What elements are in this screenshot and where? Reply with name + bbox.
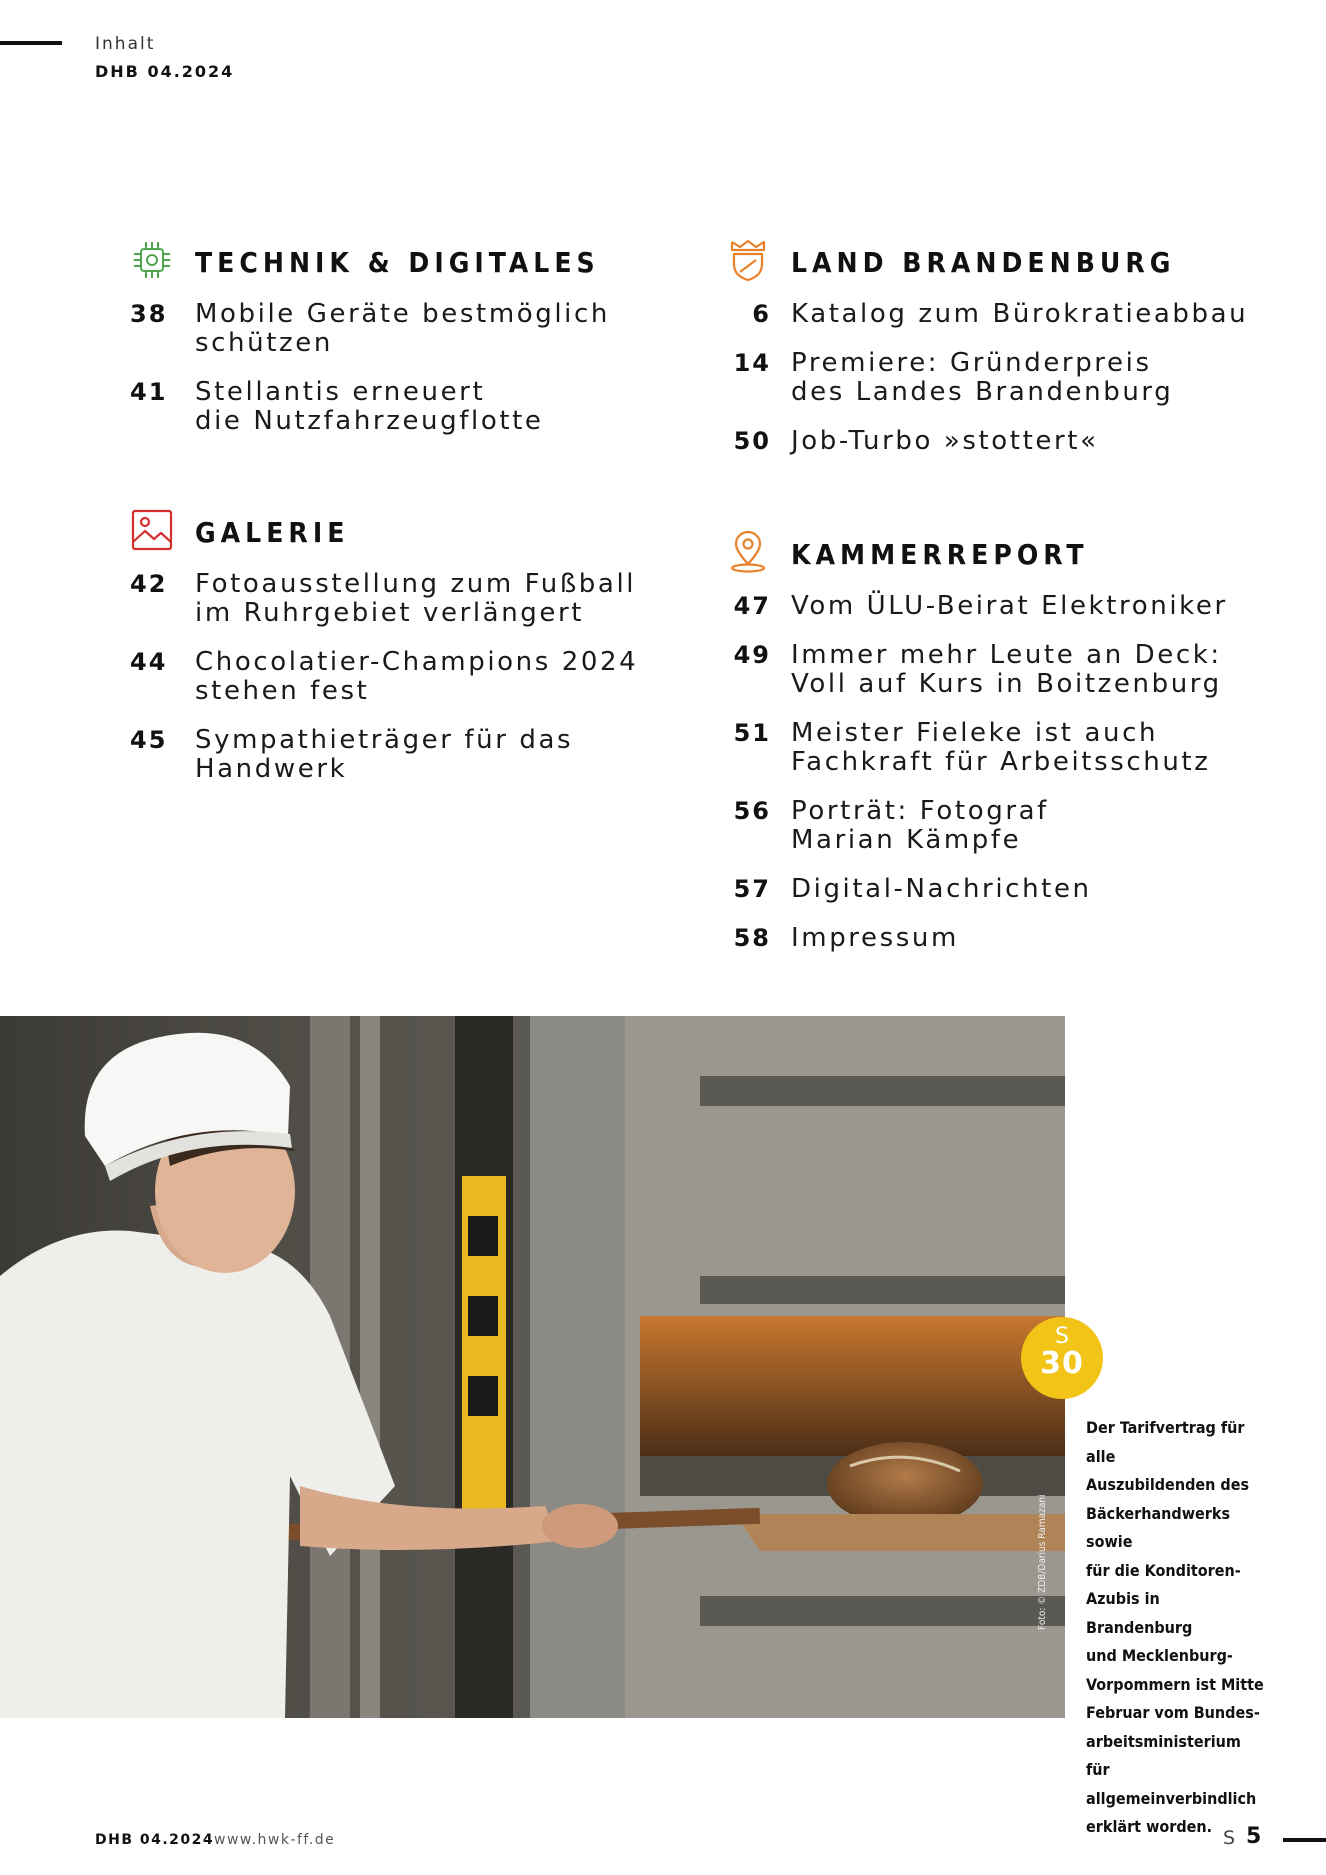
toc-entry[interactable] (726, 592, 1316, 621)
page-number: 38 (130, 300, 168, 328)
page-number: 42 (130, 570, 168, 598)
section-brandenburg (726, 238, 1316, 476)
section-label: Inhalt (95, 34, 156, 54)
page-number: 41 (130, 378, 168, 406)
footer-page-number: 5 (1246, 1824, 1262, 1849)
page-number: 6 (752, 300, 771, 328)
entry-title: Porträt: Fotograf Marian Kämpfe (791, 796, 1049, 855)
toc-entry[interactable] (726, 797, 1316, 855)
footer-page-prefix: S (1223, 1827, 1236, 1849)
page-number: 57 (733, 875, 771, 903)
toc-entry[interactable] (726, 349, 1316, 407)
section-kammerreport (726, 530, 1316, 973)
chip-icon (130, 238, 174, 282)
entry-title: Stellantis erneuert die Nutzfahrzeugflotte (195, 377, 544, 436)
page-number: 51 (733, 719, 771, 747)
toc-entry[interactable] (726, 875, 1316, 904)
entry-title: Sympathieträger für das Handwerk (195, 725, 574, 784)
toc-entry[interactable] (130, 300, 690, 358)
entry-title: Impressum (791, 923, 959, 953)
footer-rule (1283, 1838, 1326, 1842)
entry-title: Digital-Nachrichten (791, 874, 1092, 904)
location-pin-icon (726, 530, 770, 574)
page-number: 47 (733, 592, 771, 620)
entry-title: Meister Fieleke ist auch Fachkraft für Arbeitsschutz (791, 718, 1211, 777)
section-title: GALERIE (195, 516, 350, 549)
entry-title: Premiere: Gründerpreis des Landes Brandenburg (791, 348, 1174, 407)
section-title: KAMMERREPORT (791, 538, 1089, 571)
crown-shield-icon (726, 238, 770, 282)
badge-prefix: S (1055, 1324, 1069, 1349)
entry-title: Immer mehr Leute an Deck: Voll auf Kurs in Boitzenburg (791, 640, 1222, 699)
footer-issue: DHB 04.2024 (95, 1832, 215, 1848)
toc-entry[interactable] (130, 648, 690, 706)
page-badge[interactable] (1021, 1317, 1103, 1399)
page-number: 50 (733, 427, 771, 455)
image-icon (130, 508, 174, 552)
toc-entry[interactable] (130, 378, 690, 436)
photo-credit: Foto: © ZDB/Darius Ramazani (1037, 1494, 1048, 1630)
page-number: 58 (733, 924, 771, 952)
toc-entry[interactable] (726, 641, 1316, 699)
toc-entry[interactable] (726, 300, 1316, 329)
page-number: 45 (130, 726, 168, 754)
toc-entry[interactable] (726, 719, 1316, 777)
feature-photo[interactable] (0, 1016, 1065, 1718)
toc-entry[interactable] (130, 570, 690, 628)
entry-title: Job-Turbo »stottert« (791, 426, 1099, 456)
entry-title: Mobile Geräte bestmöglich schützen (195, 299, 610, 358)
page-number: 56 (733, 797, 771, 825)
section-galerie (130, 508, 690, 804)
entry-title: Vom ÜLU-Beirat Elektroniker (791, 591, 1228, 621)
toc-entry[interactable] (726, 427, 1316, 456)
section-title: TECHNIK & DIGITALES (195, 246, 600, 279)
footer-url[interactable]: www.hwk-ff.de (214, 1832, 336, 1848)
page-number: 49 (733, 641, 771, 669)
feature-caption: Der Tarifvertrag für alle Auszubildenden des Bäckerhandwerks sowie für die Konditoren- Azubis in Brandenburg und Mecklenburg- Vorpommern ist Mitte Februar vom Bundes- arbeitsministerium für allgemeinverbindlich erklärt worden. (1086, 1418, 1264, 1836)
page-number: 14 (733, 349, 771, 377)
header-rule (0, 41, 62, 45)
page-number: 44 (130, 648, 168, 676)
issue-label: DHB 04.2024 (95, 62, 235, 81)
entry-title: Chocolatier-Champions 2024 stehen fest (195, 647, 639, 706)
section-title: LAND BRANDENBURG (791, 246, 1176, 279)
entry-title: Fotoausstellung zum Fußball im Ruhrgebiet verlängert (195, 569, 637, 628)
badge-page-number: 30 (1040, 1346, 1084, 1381)
section-technik (130, 238, 690, 456)
toc-entry[interactable] (130, 726, 690, 784)
entry-title: Katalog zum Bürokratieabbau (791, 299, 1249, 329)
toc-entry[interactable] (726, 924, 1316, 953)
